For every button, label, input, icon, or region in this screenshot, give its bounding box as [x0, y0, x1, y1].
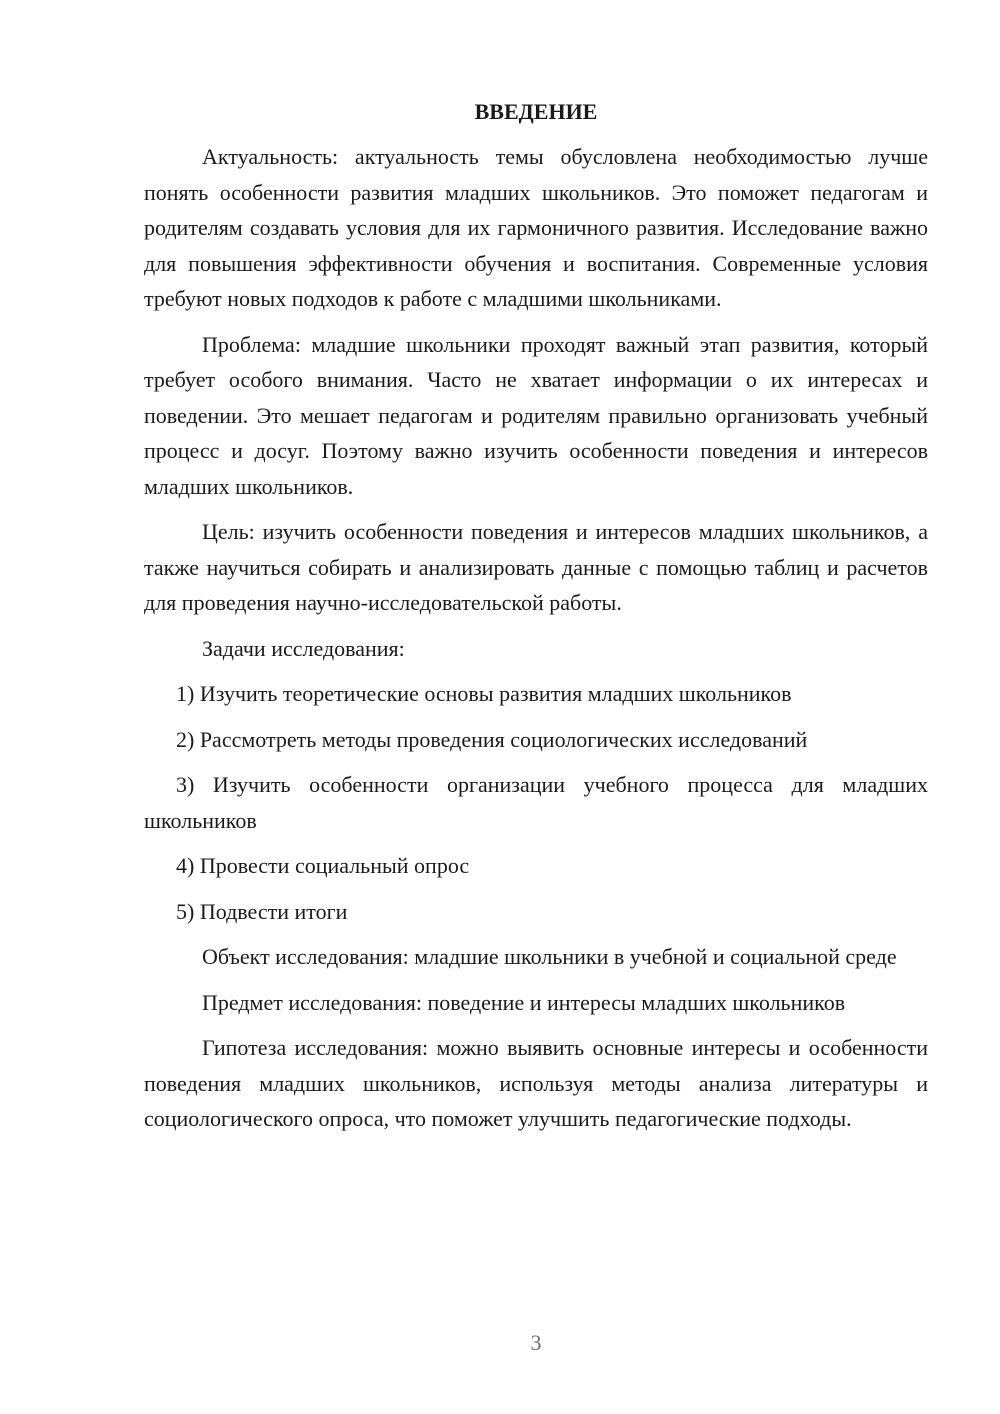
- task-item: 3) Изучить особенности организации учебного процесса для младших школьников: [144, 772, 928, 833]
- task-item: 5) Подвести итоги: [176, 898, 348, 924]
- subject-paragraph: Предмет исследования: поведение и интересы младших школьников: [202, 989, 846, 1015]
- page-body: [144, 94, 928, 1147]
- goal-paragraph: Цель: изучить особенности поведения и интересов младших школьников, а также научиться собирать и анализировать данные с помощью таблиц и расчетов для проведения научно-исследовательской работы.: [144, 519, 928, 615]
- problem-paragraph: Проблема: младшие школьники проходят важный этап развития, который требует особого внимания. Часто не хватает информации о их интересах и поведении. Это мешает педагогам и родителям правильно организовать учебный процесс и досуг. Поэтому важно изучить особенности поведения и интересов младших школьников.: [144, 331, 928, 499]
- relevance-paragraph: Актуальность: актуальность темы обусловлена необходимостью лучше понять особенности развития младших школьников. Это поможет педагогам и родителям создавать условия для их гармоничного развития. Исследование важно для повышения эффективности обучения и воспитания. Современные условия требуют новых подходов к работе с младшими школьниками.: [144, 144, 928, 311]
- hypothesis-paragraph: Гипотеза исследования: можно выявить основные интересы и особенности поведения младших школьников, используя методы анализа литературы и социологического опроса, что поможет улучшить педагогические подходы.: [144, 1035, 928, 1131]
- page-title: ВВЕДЕНИЕ: [474, 99, 598, 124]
- page-number: 3: [530, 1330, 542, 1355]
- task-item: 1) Изучить теоретические основы развития младших школьников: [176, 681, 792, 706]
- task-item: 4) Провести социальный опрос: [176, 853, 470, 878]
- task-item: 2) Рассмотреть методы проведения социологических исследований: [176, 726, 808, 752]
- object-paragraph: Объект исследования: младшие школьники в учебной и социальной среде: [202, 944, 897, 969]
- tasks-heading: Задачи исследования:: [202, 635, 405, 661]
